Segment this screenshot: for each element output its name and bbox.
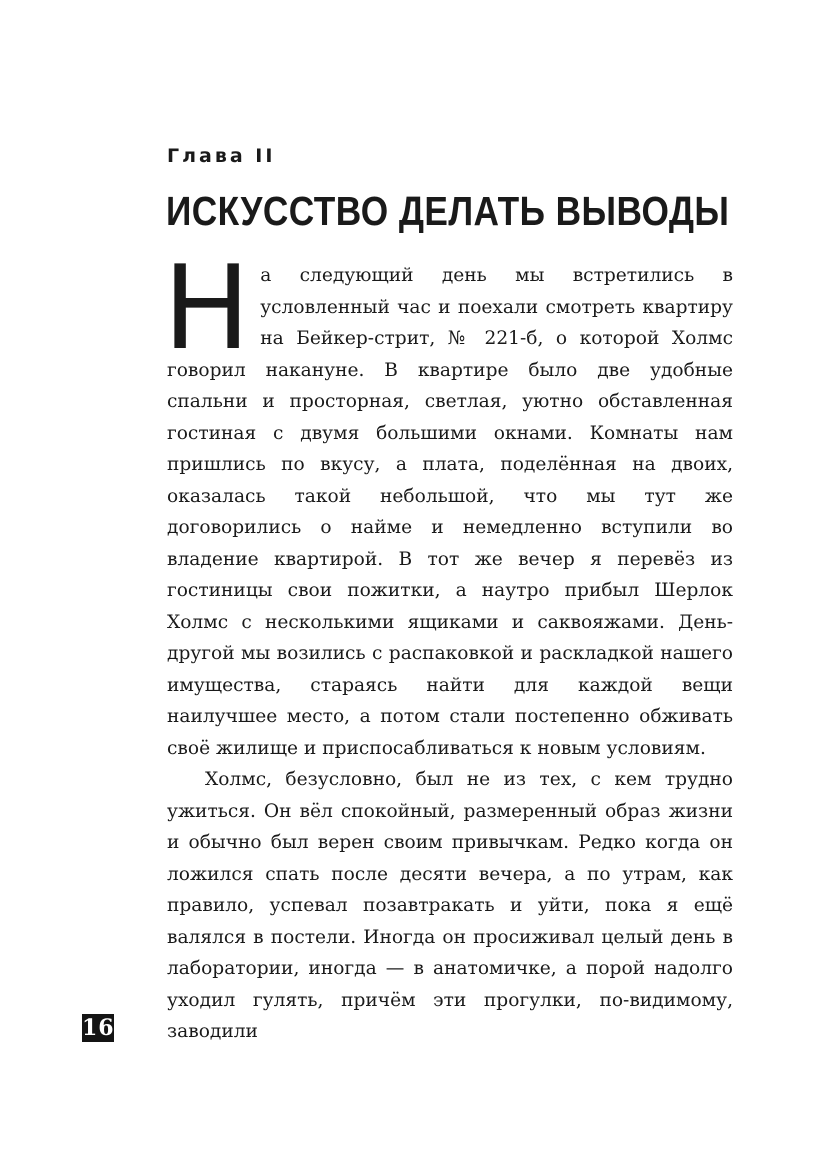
page-number: 16 <box>82 1015 115 1041</box>
drop-cap: Н <box>163 241 251 376</box>
chapter-label: Глава II <box>167 145 276 167</box>
paragraph-1 <box>163 241 733 764</box>
chapter-title: ИСКУССТВО ДЕЛАТЬ ВЫВОДЫ <box>166 188 730 234</box>
paragraph-1-text: а следующий день мы встретились в условленный час и поехали смотреть квартиру на Бейкер-стрит, № 221-б, о которой Холмс говорил накануне. В квартире было две удобные спальни и просторная, светлая, уютно обставленная гостиная с двумя большими окнами. Комнаты нам пришлись по вкусу, а плата, поделённая на двоих, оказалась такой небольшой, что мы тут же договорились о найме и немедленно вступили во владение квартирой. В тот же вечер я перевёз из гостиницы свои пожитки, а наутро прибыл Шерлок Холмс с несколькими ящиками и саквояжами. День-другой мы возились с распаковкой и раскладкой нашего имущества, стараясь найти для каждой вещи наилучшее место, а потом стали постепенно обживать своё жилище и приспосабливаться к новым условиям. <box>167 265 733 759</box>
body-text <box>163 241 733 1048</box>
paragraph-2: Холмс, безусловно, был не из тех, с кем трудно ужиться. Он вёл спокойный, размеренный образ жизни и обычно был верен своим привычкам. Редко когда он ложился спать после десяти вечера, а по утрам, как правило, успевал позавтракать и уйти, пока я ещё валялся в постели. Иногда он просиживал целый день в лаборатории, иногда — в анатомичке, а порой надолго уходил гулять, причём эти прогулки, по-видимому, заводили <box>167 769 733 1042</box>
